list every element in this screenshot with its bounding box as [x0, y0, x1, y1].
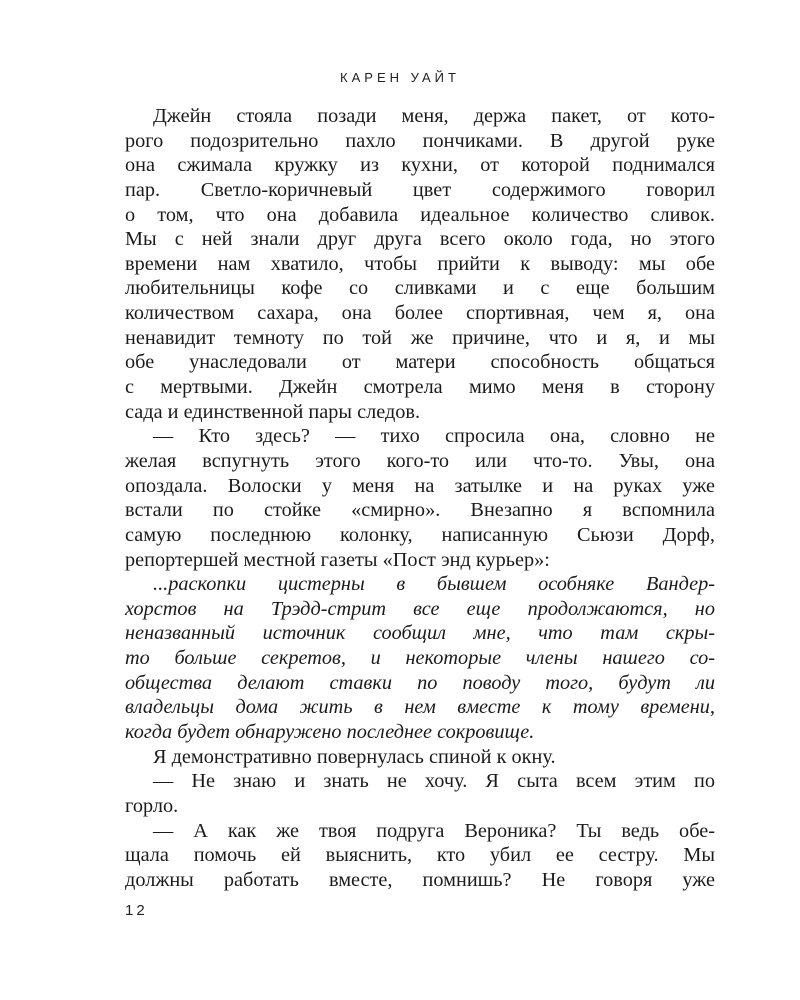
text-line: самую последнюю колонку, написанную Сьюзи Дорф, [125, 523, 715, 546]
text-line: владельцы дома жить в нем вместе к тому времени, [125, 696, 715, 719]
running-head: КАРЕН УАЙТ [340, 70, 460, 85]
text-line: обе унаследовали от матери способность общаться [125, 351, 715, 374]
paragraph [125, 424, 715, 572]
text-line: рого подозрительно пахло пончиками. В другой руке [125, 129, 715, 152]
text-line: желая вспугнуть этого кого-то или что-то. Увы, она [125, 449, 715, 472]
page-number: 12 [125, 902, 148, 919]
text-line: ...раскопки цистерны в бывшем особняке Вандер- [153, 573, 715, 596]
text-line: щала помочь ей выяснить, кто убил ее сестру. Мы [125, 844, 715, 867]
text-line: опоздала. Волоски у меня на затылке и на руках уже [125, 474, 715, 497]
text-line: — А как же твоя подруга Вероника? Ты ведь обе- [153, 819, 715, 842]
text-line: Я демонстративно повернулась спиной к окну. [153, 745, 556, 768]
text-line: когда будет обнаружено последнее сокровище. [125, 721, 535, 744]
body-text [125, 104, 715, 893]
paragraph [125, 745, 715, 770]
text-line: ненавидит темноту по той же причине, что и я, и мы [125, 326, 715, 349]
text-line: то больше секретов, и некоторые члены нашего со- [125, 647, 715, 670]
text-line: горло. [125, 794, 179, 817]
text-line: с мертвыми. Джейн смотрела мимо меня в сторону [125, 376, 715, 399]
text-line: должны работать вместе, помнишь? Не говоря уже [125, 868, 715, 891]
text-line: общества делают ставки по поводу того, будут ли [125, 671, 715, 694]
paragraph [125, 104, 715, 424]
text-line: репортершей местной газеты «Пост энд курьер»: [125, 548, 550, 571]
text-line: Мы с ней знали друг друга всего около года, но этого [125, 228, 715, 251]
text-line: Джейн стояла позади меня, держа пакет, от кото- [153, 105, 715, 127]
quoted-column [125, 572, 715, 744]
text-line: сада и единственной пары следов. [125, 400, 421, 423]
paragraph [125, 769, 715, 818]
paragraph [125, 819, 715, 893]
text-line: встали по стойке «смирно». Внезапно я вспомнила [125, 499, 715, 522]
text-line: времени нам хватило, чтобы прийти к выводу: мы обе [125, 252, 715, 275]
text-line: любительницы кофе со сливками и с еще большим [125, 277, 715, 300]
text-line: пар. Светло-коричневый цвет содержимого говорил [125, 178, 715, 201]
text-line: хорстов на Трэдд-стрит все еще продолжаются, но [125, 597, 715, 620]
text-line: количеством сахара, она более спортивная, чем я, она [125, 302, 715, 325]
text-line: она сжимала кружку из кухни, от которой поднимался [125, 154, 715, 177]
text-line: о том, что она добавила идеальное количество сливок. [125, 203, 715, 226]
text-line: — Кто здесь? — тихо спросила она, словно не [153, 425, 715, 448]
text-line: неназванный источник сообщил мне, что там скры- [125, 622, 715, 645]
text-line: — Не знаю и знать не хочу. Я сыта всем этим по [153, 770, 715, 793]
